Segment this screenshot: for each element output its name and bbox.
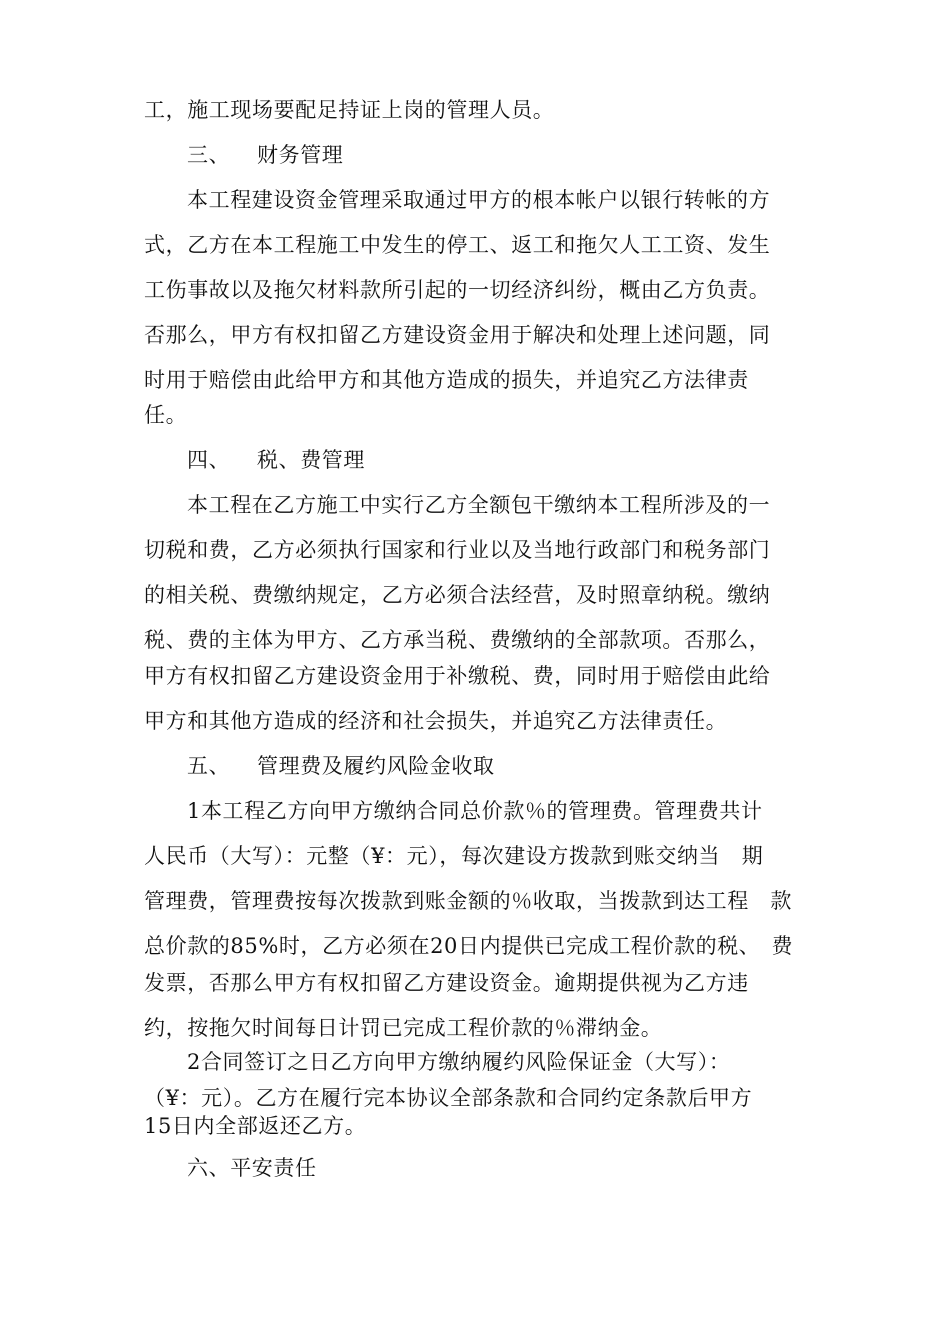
section-heading-tax [187,446,365,474]
paragraph-line: 任。 [144,403,188,427]
section-title: 财务管理 [257,143,344,167]
section-title: 六、平安责任 [187,1156,317,1180]
paragraph-line: 管理费，管理费按每次拨款到账金额的％收取，当拨款到达工程 款 [144,889,792,913]
paragraph-line: 本工程在乙方施工中实行乙方全额包干缴纳本工程所涉及的一 [187,493,771,517]
paragraph-line: 约，按拖欠时间每日计罚已完成工程价款的％滞纳金。 [144,1016,663,1040]
paragraph-line: 甲方有权扣留乙方建设资金用于补缴税、费，同时用于赔偿由此给 [144,664,771,688]
section-number: 五、 [187,754,231,778]
paragraph-line: 本工程建设资金管理采取通过甲方的根本帐户以银行转帐的方 [187,188,771,212]
section-title: 管理费及履约风险金收取 [257,754,495,778]
paragraph-line: 甲方和其他方造成的经济和社会损失，并追究乙方法律责任。 [144,709,728,733]
paragraph-line: 工，施工现场要配足持证上岗的管理人员。 [144,98,555,122]
section-heading-fees [187,752,495,780]
paragraph-line: 工伤事故以及拖欠材料款所引起的一切经济纠纷，概由乙方负责。 [144,278,771,302]
section-heading-safety [187,1154,317,1182]
paragraph-line: 人民币（大写）：元整（¥：元），每次建设方拨款到账交纳当 期 [144,844,764,868]
section-title: 税、费管理 [257,448,365,472]
paragraph-line: 式，乙方在本工程施工中发生的停工、返工和拖欠人工工资、发生 [144,233,771,257]
paragraph-line: 时用于赔偿由此给甲方和其他方造成的损失，并追究乙方法律责 [144,368,749,392]
paragraph-line: 15日内全部返还乙方。 [144,1114,367,1138]
paragraph-line: 发票，否那么甲方有权扣留乙方建设资金。逾期提供视为乙方违 [144,971,749,995]
paragraph-line: 否那么，甲方有权扣留乙方建设资金用于解决和处理上述问题，同 [144,323,771,347]
section-number: 四、 [187,448,231,472]
section-number: 三、 [187,143,231,167]
section-heading-finance [187,141,343,169]
paragraph-line: 总价款的85%时，乙方必须在20日内提供已完成工程价款的税、 费 [144,934,794,958]
paragraph-line: 税、费的主体为甲方、乙方承当税、费缴纳的全部款项。否那么， [144,628,771,652]
paragraph-line: 的相关税、费缴纳规定，乙方必须合法经营，及时照章纳税。缴纳 [144,583,771,607]
paragraph-line: （¥：元）。乙方在履行完本协议全部条款和合同约定条款后甲方 [144,1086,753,1110]
paragraph-line: 切税和费，乙方必须执行国家和行业以及当地行政部门和税务部门 [144,538,771,562]
paragraph-line: 2合同签订之日乙方向甲方缴纳履约风险保证金（大写）： [187,1050,731,1074]
paragraph-line: 1本工程乙方向甲方缴纳合同总价款％的管理费。管理费共计 [187,799,763,823]
